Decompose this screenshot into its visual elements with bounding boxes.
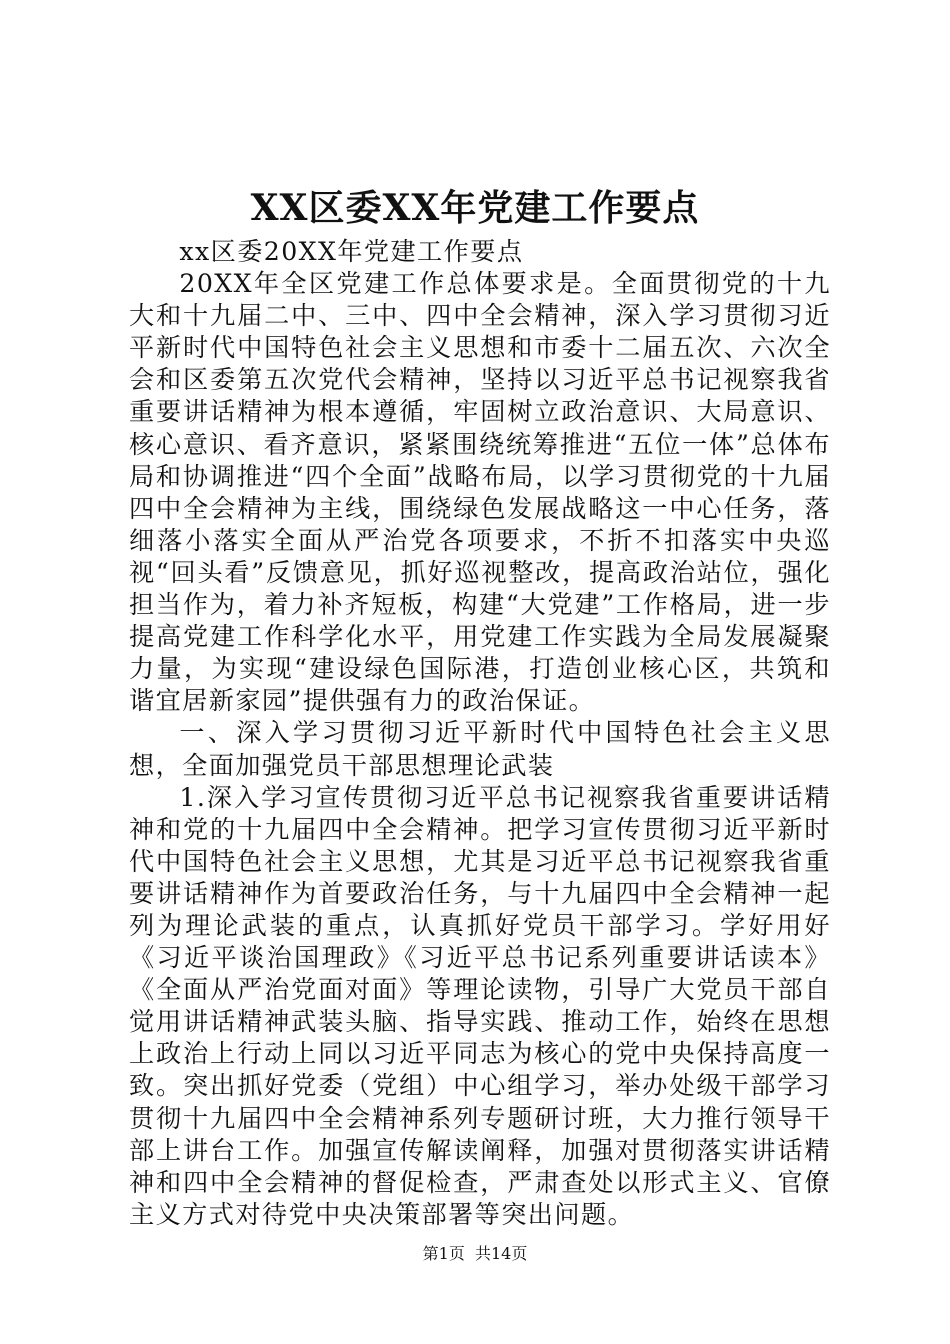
page-number: 第1页 共14页: [422, 1244, 528, 1263]
document-title: XX区委XX年党建工作要点: [250, 187, 700, 229]
paragraph-general-requirements: 20XX年全区党建工作总体要求是。全面贯彻党的十九大和十九届二中、三中、四中全会精神，深入学习贯彻习近平新时代中国特色社会主义思想和市委十二届五次、六次全会和区委第五次党代会精神，坚持以习近平总书记视察我省重要讲话精神为根本遵循，牢固树立政治意识、大局意识、核心意识、看齐意识，紧紧围绕统筹推进“五位一体”总体布局和协调推进“四个全面”战略布局，以学习贯彻党的十九届四中全会精神为主线，围绕绿色发展战略这一中心任务，落细落小落实全面从严治党各项要求，不折不扣落实中央巡视“回头看”反馈意见，抓好巡视整改，提高政治站位，强化担当作为，着力补齐短板，构建“大党建”工作格局，进一步提高党建工作科学化水平，用党建工作实践为全局发展凝聚力量，为实现“建设绿色国际港，打造创业核心区，共筑和谐宜居新家园”提供强有力的政治保证。: [129, 269, 831, 716]
paragraph-section-heading-1: 一、深入学习贯彻习近平新时代中国特色社会主义思想，全面加强党员干部思想理论武装: [129, 718, 831, 780]
paragraph-item-1: 1.深入学习宣传贯彻习近平总书记视察我省重要讲话精神和党的十九届四中全会精神。把学习宣传贯彻习近平新时代中国特色社会主义思想，尤其是习近平总书记视察我省重要讲话精神作为首要政治任务，与十九届四中全会精神一起列为理论武装的重点，认真抓好党员干部学习。学好用好《习近平谈治国理政》《习近平总书记系列重要讲话读本》《全面从严治党面对面》等理论读物，引导广大党员干部自觉用讲话精神武装头脑、指导实践、推动工作，始终在思想上政治上行动上同以习近平同志为核心的党中央保持高度一致。突出抓好党委（党组）中心组学习，举办处级干部学习贯彻十九届四中全会精神系列专题研讨班，大力推行领导干部上讲台工作。加强宣传解读阐释，加强对贯彻落实讲话精神和四中全会精神的督促检查，严肃查处以形式主义、官僚主义方式对待党中央决策部署等突出问题。: [129, 782, 831, 1229]
paragraph-subtitle: xx区委20XX年党建工作要点: [179, 237, 524, 266]
document-body: [129, 236, 831, 1231]
page-footer: [0, 1242, 950, 1266]
